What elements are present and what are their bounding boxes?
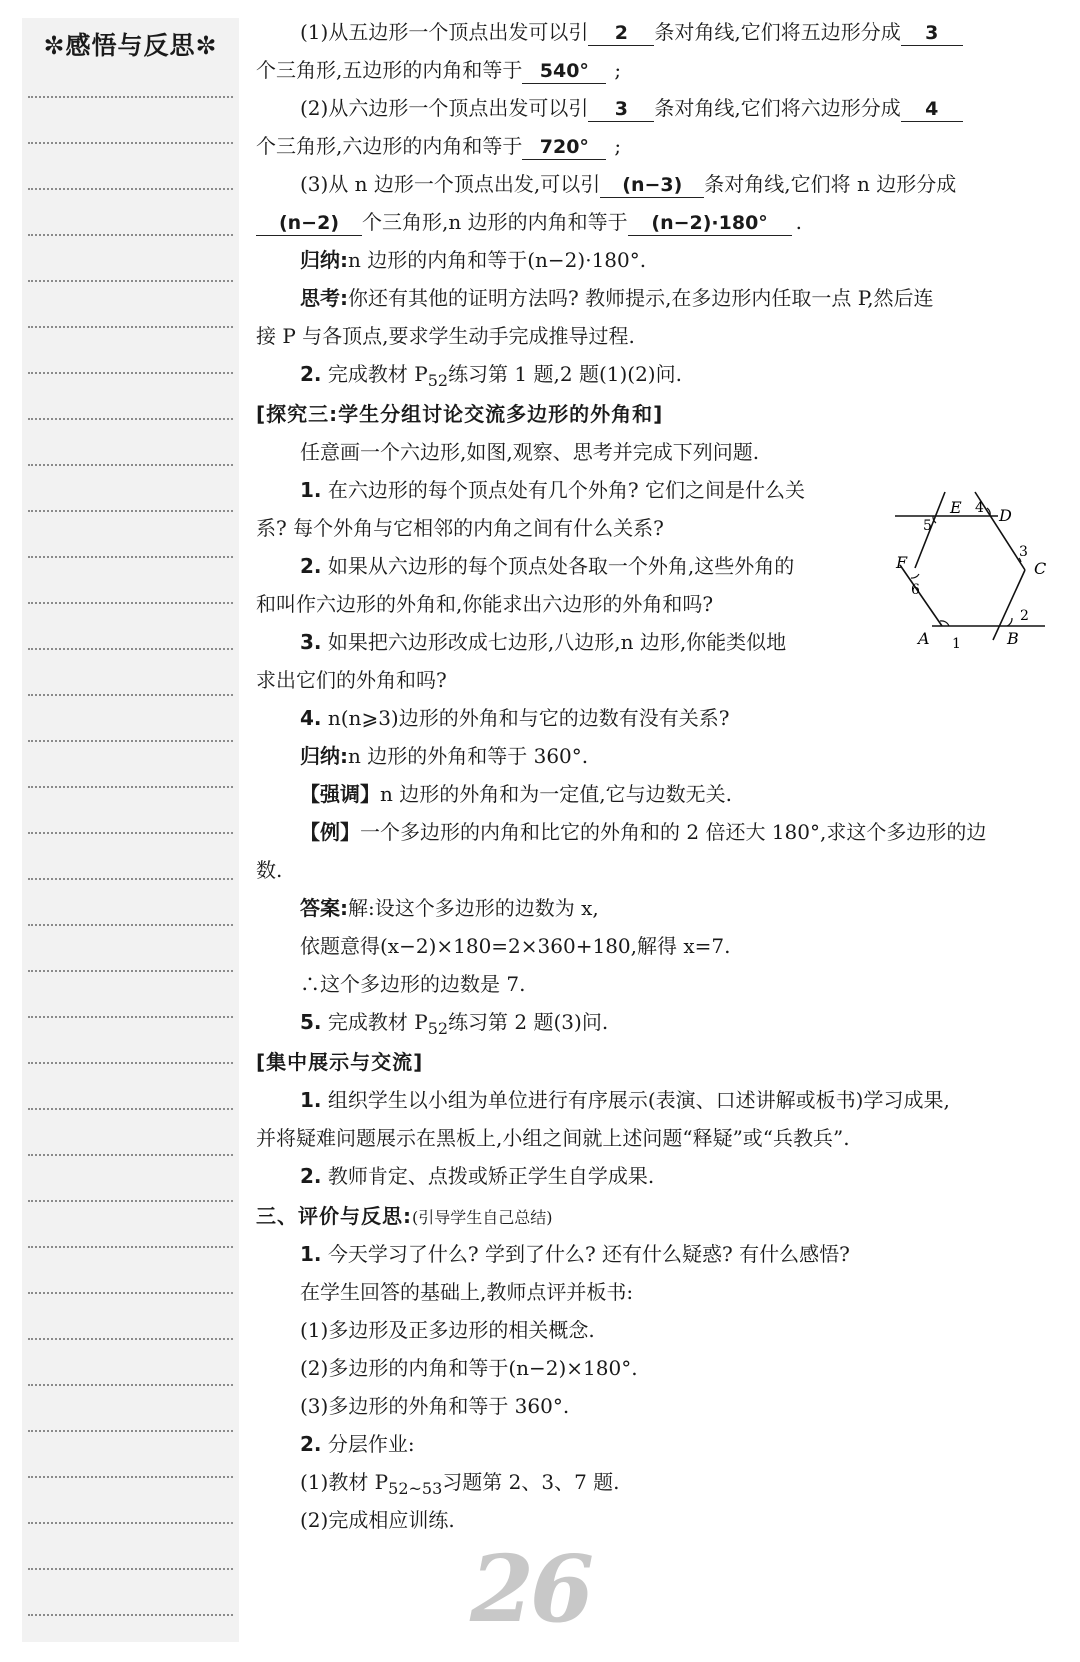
sidebar-title: ✼感悟与反思✼ (43, 31, 218, 60)
angle-label: 6 (911, 582, 920, 598)
answer-blank: 540° (522, 59, 606, 84)
vertex-label: F (896, 553, 908, 572)
note-line (28, 970, 233, 972)
section-3-heading: 三、评价与反思:(引导学生自己总结) (256, 1204, 553, 1228)
angle-label: 5 (923, 518, 932, 534)
note-line (28, 1338, 233, 1340)
note-line (28, 740, 233, 742)
angle-label: 4 (975, 500, 984, 516)
note-line (28, 878, 233, 880)
answer: 答案:解:设这个多边形的边数为 x, (300, 896, 599, 920)
vertex-label: D (999, 506, 1012, 525)
draw-intro: 任意画一个六边形,如图,观察、思考并完成下列问题. (300, 440, 760, 464)
answer-blank: 2 (588, 21, 654, 46)
question-3-line: (3)从 n 边形一个顶点出发,可以引 (n−3) 条对角线,它们将 n 边形分成 (300, 172, 957, 196)
note-line (28, 832, 233, 834)
problem-3: 求出它们的外角和吗? (256, 668, 447, 692)
note-line (28, 510, 233, 512)
answer: 依题意得(x−2)×180=2×360+180,解得 x=7. (300, 934, 731, 958)
problem-2: 2. 如果从六边形的每个顶点处各取一个外角,这些外角的 (300, 554, 795, 578)
example-problem: 【例】一个多边形的内角和比它的外角和的 2 倍还大 180°,求这个多边形的边 (300, 820, 987, 844)
question-1-line: 个三角形,五边形的内角和等于 540° ; (256, 58, 622, 82)
answer-blank: (n−2) (256, 211, 362, 236)
hexagon-exterior-angle-figure (895, 490, 1055, 650)
page-number: 26 (470, 1535, 591, 1643)
reflection-basis: 在学生回答的基础上,教师点评并板书: (300, 1280, 634, 1304)
angle-label: 1 (952, 636, 961, 650)
section-heading-explore-3: [探究三:学生分组讨论交流多边形的外角和] (256, 402, 664, 426)
answer-blank: 3 (588, 97, 654, 122)
summary-exterior: 归纳:n 边形的外角和等于 360°. (300, 744, 589, 768)
note-line (28, 1476, 233, 1478)
note-line (28, 1430, 233, 1432)
example-problem: 数. (256, 858, 283, 882)
note-line (28, 1522, 233, 1524)
note-line (28, 418, 233, 420)
problem-1: 系? 每个外角与它相邻的内角之间有什么关系? (256, 516, 664, 540)
board-item-1: (1)多边形及正多边形的相关概念. (300, 1318, 595, 1342)
note-line (28, 1614, 233, 1616)
note-line (28, 1568, 233, 1570)
problem-3: 3. 如果把六边形改成七边形,八边形,n 边形,你能类似地 (300, 630, 787, 654)
note-line (28, 924, 233, 926)
note-line (28, 1108, 233, 1110)
exercise-5: 5. 完成教材 $P_{52}$练习第 2 题(3)问. (300, 1010, 609, 1038)
note-line (28, 1246, 233, 1248)
answer-blank: 720° (522, 135, 606, 160)
angle-label: 3 (1019, 544, 1028, 560)
answer-blank: 3 (901, 21, 963, 46)
focus-item-1: 并将疑难问题展示在黑板上,小组之间就上述问题“释疑”或“兵教兵”. (256, 1126, 850, 1150)
think-prompt: 思考:你还有其他的证明方法吗? 教师提示,在多边形内任取一点 P,然后连 (300, 286, 934, 310)
think-prompt: 接 P 与各顶点,要求学生动手完成推导过程. (256, 324, 635, 348)
note-line (28, 786, 233, 788)
focus-item-2: 2. 教师肯定、点拨或矫正学生自学成果. (300, 1164, 655, 1188)
homework-heading: 2. 分层作业: (300, 1432, 415, 1456)
answer-blank: 4 (901, 97, 963, 122)
note-line (28, 648, 233, 650)
vertex-label: C (1034, 559, 1047, 578)
homework-item-2: (2)完成相应训练. (300, 1508, 455, 1532)
note-line (28, 1200, 233, 1202)
note-line (28, 1062, 233, 1064)
note-line (28, 1016, 233, 1018)
question-3-line: (n−2) 个三角形,n 边形的内角和等于 (n−2)·180° . (256, 208, 1056, 236)
focus-item-1: 1. 组织学生以小组为单位进行有序展示(表演、口述讲解或板书)学习成果, (300, 1088, 950, 1112)
note-line (28, 280, 233, 282)
exercise-2: 2. 完成教材 $P_{52}$练习第 1 题,2 题(1)(2)问. (300, 362, 682, 390)
answer: ∴这个多边形的边数是 7. (300, 972, 526, 996)
question-1-line: (1)从五边形一个顶点出发可以引 2 条对角线,它们将五边形分成 3 (256, 18, 1080, 46)
note-line (28, 372, 233, 374)
note-line (28, 602, 233, 604)
vertex-label: E (950, 498, 962, 517)
reflection-item-1: 1. 今天学习了什么? 学到了什么? 还有什么疑惑? 有什么感悟? (300, 1242, 850, 1266)
note-line (28, 326, 233, 328)
emphasis-note: 【强调】n 边形的外角和为一定值,它与边数无关. (300, 782, 732, 806)
answer-blank: (n−3) (600, 173, 704, 198)
summary-interior: 归纳:n 边形的内角和等于(n−2)·180°. (300, 248, 647, 272)
section-heading-focus: [集中展示与交流] (256, 1050, 424, 1074)
board-item-3: (3)多边形的外角和等于 360°. (300, 1394, 570, 1418)
vertex-label: A (918, 629, 930, 648)
problem-2: 和叫作六边形的外角和,你能求出六边形的外角和吗? (256, 592, 714, 616)
question-2-line: 个三角形,六边形的内角和等于 720° ; (256, 134, 622, 158)
board-item-2: (2)多边形的内角和等于(n−2)×180°. (300, 1356, 638, 1380)
answer-blank: (n−2)·180° (628, 211, 792, 236)
note-line (28, 1154, 233, 1156)
note-line (28, 234, 233, 236)
note-line (28, 556, 233, 558)
angle-label: 2 (1020, 608, 1029, 624)
note-line (28, 188, 233, 190)
note-line (28, 694, 233, 696)
problem-1: 1. 在六边形的每个顶点处有几个外角? 它们之间是什么关 (300, 478, 805, 502)
vertex-label: B (1007, 629, 1019, 648)
note-line (28, 1384, 233, 1386)
problem-4: 4. n(n⩾3)边形的外角和与它的边数有没有关系? (300, 706, 730, 730)
note-line (28, 96, 233, 98)
note-line (28, 464, 233, 466)
reflection-sidebar (22, 18, 239, 1642)
note-line (28, 142, 233, 144)
homework-item-1: (1)教材 $P_{52\sim 53}$习题第 2、3、7 题. (300, 1470, 620, 1498)
question-2-line: (2)从六边形一个顶点出发可以引 3 条对角线,它们将六边形分成 4 (256, 94, 1080, 122)
note-line (28, 1292, 233, 1294)
